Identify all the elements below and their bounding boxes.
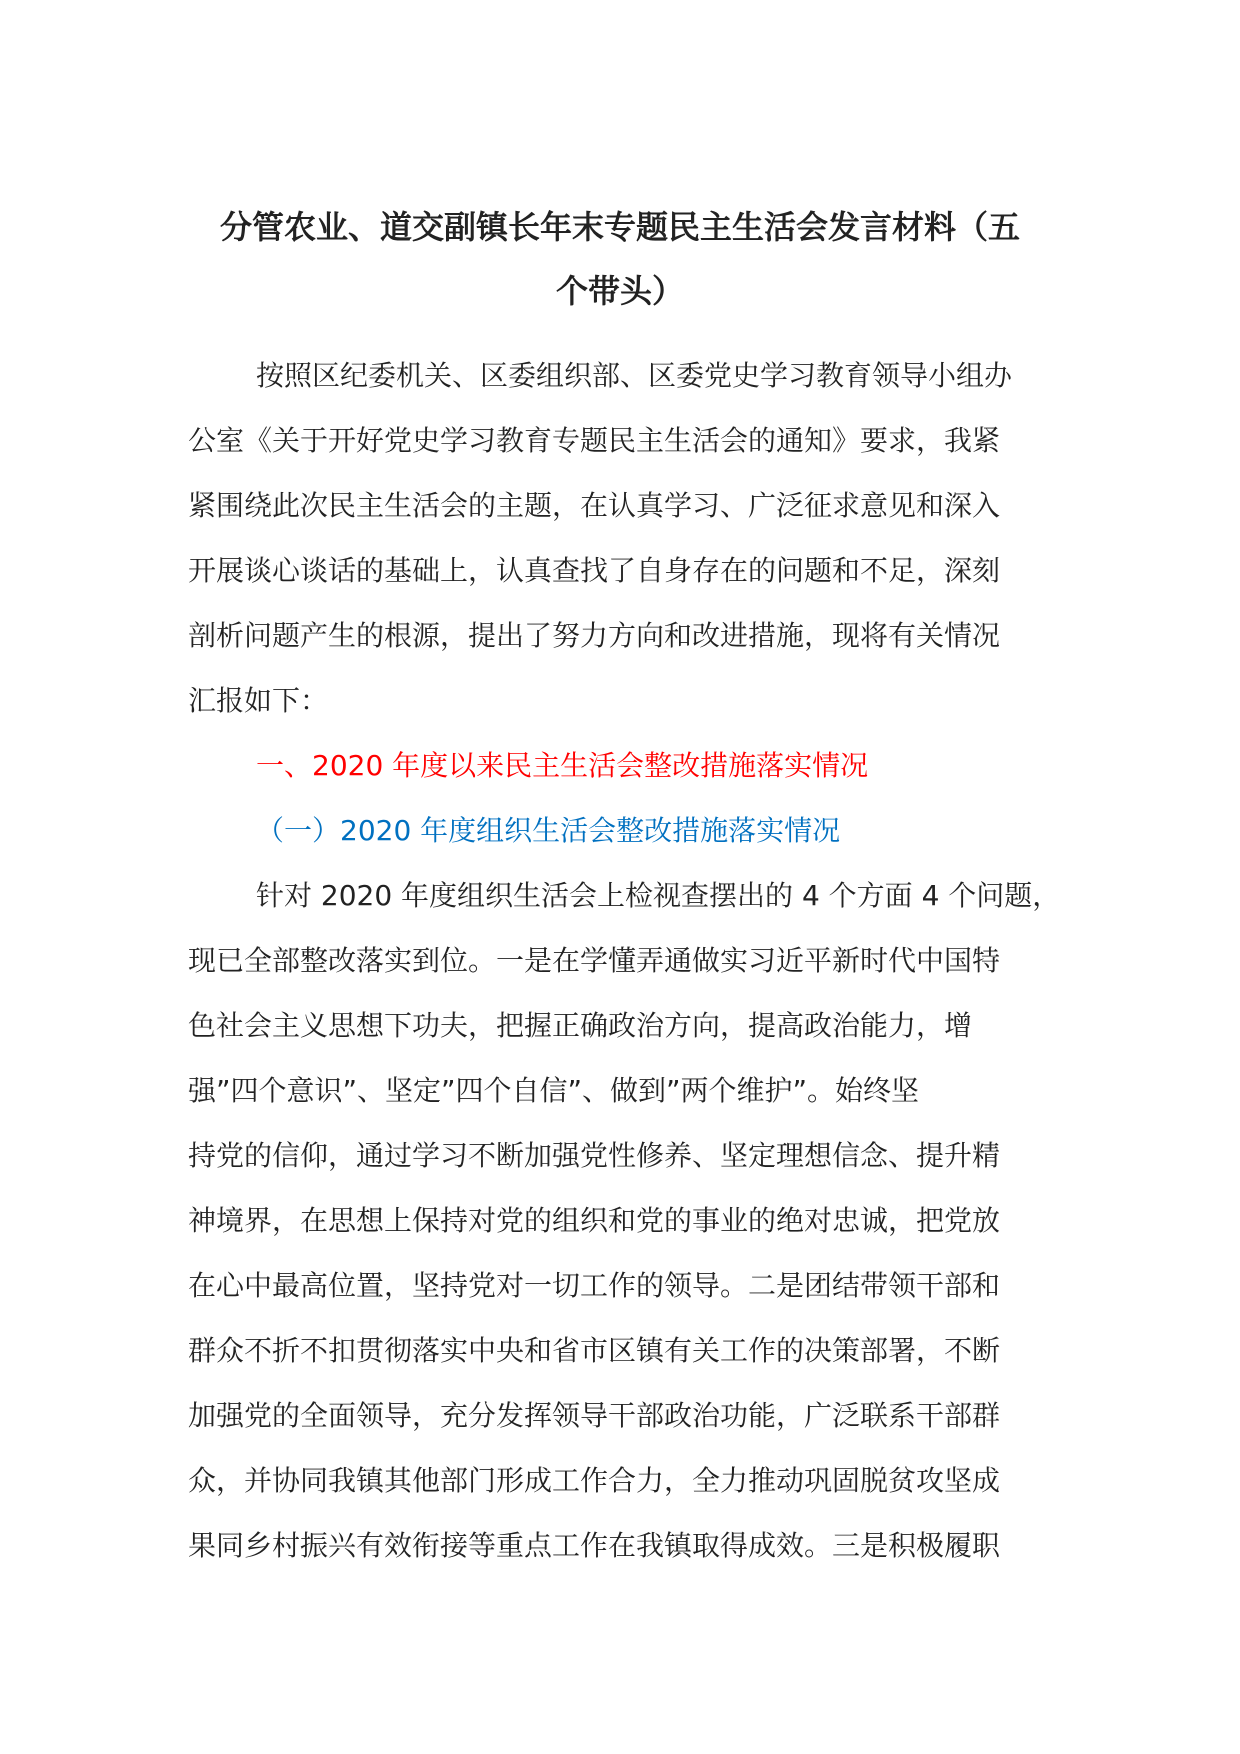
text-line: 加强党的全面领导，充分发挥领导干部政治功能，广泛联系干部群	[188, 1399, 1001, 1432]
text-line: 在心中最高位置，坚持党对一切工作的领导。二是团结带领干部和	[188, 1269, 1001, 1302]
text-line: 针对 2020 年度组织生活会上检视查摆出的 4 个方面 4 个问题，	[256, 879, 1061, 912]
title-line: 分管农业、道交副镇长年末专题民主生活会发言材料（五	[219, 208, 1020, 246]
text-line: 持党的信仰，通过学习不断加强党性修养、坚定理想信念、提升精	[188, 1139, 1001, 1172]
text-line: 开展谈心谈话的基础上，认真查找了自身存在的问题和不足，深刻	[188, 554, 1001, 587]
document-title	[190, 195, 1050, 323]
text-line: 剖析问题产生的根源，提出了努力方向和改进措施，现将有关情况	[188, 619, 1001, 652]
section-heading: 一、2020 年度以来民主生活会整改措施落实情况	[256, 749, 869, 782]
text-line: 群众不折不扣贯彻落实中央和省市区镇有关工作的决策部署，不断	[188, 1334, 1001, 1367]
text-line: 众，并协同我镇其他部门形成工作合力，全力推动巩固脱贫攻坚成	[188, 1464, 1001, 1497]
body-paragraph	[188, 863, 1061, 1578]
text-line: 强”四个意识”、坚定”四个自信”、做到”两个维护”。始终坚	[188, 1074, 920, 1107]
text-line: 按照区纪委机关、区委组织部、区委党史学习教育领导小组办	[256, 359, 1013, 392]
text-line: 紧围绕此次民主生活会的主题，在认真学习、广泛征求意见和深入	[188, 489, 1001, 522]
text-line: 色社会主义思想下功夫，把握正确政治方向，提高政治能力，增	[188, 1009, 973, 1042]
text-line: 神境界，在思想上保持对党的组织和党的事业的绝对忠诚，把党放	[188, 1204, 1001, 1237]
subsection-heading: （一）2020 年度组织生活会整改措施落实情况	[256, 814, 841, 847]
intro-paragraph	[188, 343, 1058, 733]
text-line: 公室《关于开好党史学习教育专题民主生活会的通知》要求，我紧	[188, 424, 1001, 457]
text-line: 汇报如下：	[188, 684, 329, 717]
text-line: 现已全部整改落实到位。一是在学懂弄通做实习近平新时代中国特	[188, 944, 1001, 977]
title-line: 个带头）	[555, 272, 684, 310]
text-line: 果同乡村振兴有效衔接等重点工作在我镇取得成效。三是积极履职	[188, 1529, 1001, 1562]
